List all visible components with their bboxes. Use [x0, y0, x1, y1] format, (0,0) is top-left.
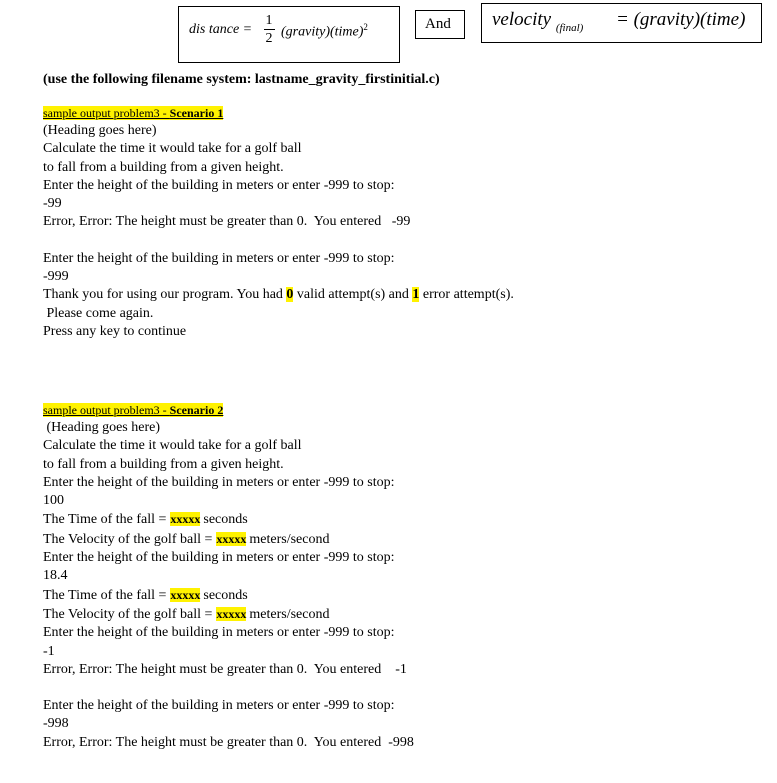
- distance-formula-rhs: [281, 22, 368, 41]
- distance-formula-lhs: dis tance =: [189, 22, 253, 37]
- velocity-label: The Velocity of the golf ball =: [43, 606, 213, 622]
- velocity-placeholder: xxxxx: [216, 606, 247, 621]
- velocity-subscript: (final): [555, 22, 584, 34]
- and-label: And: [425, 16, 451, 32]
- user-input: -998: [43, 716, 69, 732]
- user-input: 100: [43, 493, 64, 509]
- height-prompt: Enter the height of the building in meters or enter -999 to stop:: [43, 250, 395, 266]
- thank-you-text-b: valid attempt(s) and: [293, 287, 413, 303]
- heading-line: (Heading goes here): [43, 420, 161, 435]
- exponent: 2: [363, 22, 368, 32]
- sample-output-prefix: sample output problem3 -: [43, 403, 170, 417]
- fraction-numerator: 1: [265, 13, 273, 28]
- error-message: Error, Error: The height must be greater than 0. You entered -1: [43, 661, 407, 677]
- blank-line: [43, 232, 514, 250]
- velocity-formula-rhs: = (gravity)(time): [616, 9, 746, 30]
- intro-line-2: to fall from a building from a given height.: [43, 456, 284, 472]
- one-half-fraction: [262, 12, 276, 47]
- user-input: 18.4: [43, 568, 68, 584]
- scenario-name: Scenario 1: [169, 106, 224, 120]
- scenario-2-section: [43, 401, 414, 752]
- scenario-name: Scenario 2: [169, 403, 224, 417]
- heading-line: (Heading goes here): [43, 123, 157, 138]
- time-placeholder: xxxxx: [170, 512, 201, 527]
- seconds-unit: seconds: [203, 587, 248, 603]
- thank-you-text-a: Thank you for using our program. You had: [43, 287, 287, 303]
- error-count: 1: [412, 287, 420, 303]
- press-key-line: Press any key to continue: [43, 323, 187, 339]
- thank-you-text-c: error attempt(s).: [419, 287, 514, 303]
- error-message: Error, Error: The height must be greater than 0. You entered -99: [43, 214, 411, 230]
- height-prompt: Enter the height of the building in meters or enter -999 to stop:: [43, 474, 395, 490]
- sample-output-prefix: sample output problem3 -: [43, 106, 170, 120]
- user-input: -99: [43, 196, 62, 212]
- time-result-line: [43, 586, 414, 605]
- velocity-formula-lhs: [492, 9, 584, 34]
- velocity-placeholder: xxxxx: [216, 531, 247, 546]
- velocity-symbol: velocity: [492, 9, 552, 30]
- come-again-line: Please come again.: [43, 305, 154, 321]
- seconds-unit: seconds: [203, 512, 248, 528]
- time-label: The Time of the fall =: [43, 587, 167, 603]
- user-input: -999: [43, 269, 69, 285]
- intro-line-1: Calculate the time it would take for a golf ball: [43, 438, 302, 454]
- gravity-time-term: (gravity)(time): [281, 24, 364, 40]
- blank-line: [43, 679, 414, 697]
- time-label: The Time of the fall =: [43, 512, 167, 528]
- height-prompt: Enter the height of the building in meters or enter -999 to stop:: [43, 625, 395, 641]
- intro-line-2: to fall from a building from a given height.: [43, 159, 284, 175]
- velocity-label: The Velocity of the golf ball =: [43, 531, 213, 547]
- scenario-1-section: [43, 104, 514, 341]
- scenario-1-label: [43, 106, 223, 120]
- time-result-line: [43, 510, 414, 529]
- height-prompt: Enter the height of the building in meters or enter -999 to stop:: [43, 177, 395, 193]
- intro-line-1: Calculate the time it would take for a golf ball: [43, 141, 302, 157]
- height-prompt: Enter the height of the building in meters or enter -999 to stop:: [43, 550, 395, 566]
- thank-you-line: [43, 286, 514, 304]
- height-prompt: Enter the height of the building in meters or enter -999 to stop:: [43, 698, 395, 714]
- velocity-result-line: [43, 530, 414, 549]
- mps-unit: meters/second: [249, 531, 330, 547]
- valid-count: 0: [286, 287, 294, 303]
- velocity-result-line: [43, 605, 414, 624]
- error-message: Error, Error: The height must be greater than 0. You entered -998: [43, 734, 414, 750]
- scenario-2-label: [43, 403, 223, 417]
- user-input: -1: [43, 643, 55, 659]
- fraction-denominator: 2: [265, 31, 273, 46]
- mps-unit: meters/second: [249, 606, 330, 622]
- time-placeholder: xxxxx: [170, 587, 201, 602]
- filename-instruction: (use the following filename system: lastname_gravity_firstinitial.c): [43, 72, 440, 87]
